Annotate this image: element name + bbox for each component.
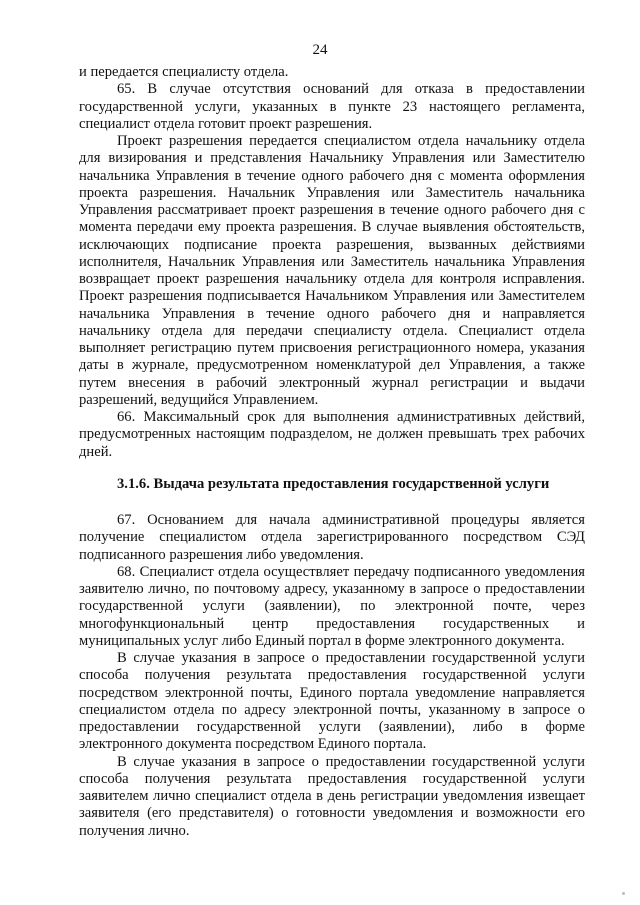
paragraph-68: 68. Специалист отдела осуществляет передачу подписанного уведомления заявителю лично, по почтовому адресу, указанному в запросе о предоставлении государственной услуги (заявлении), по электронной почте, через многофункциональный центр предоставления государственных и муниципальных услуг либо Единый портал в форме электронного документа. xyxy=(79,563,585,649)
paragraph-66: 66. Максимальный срок для выполнения административных действий, предусмотренных настоящим подразделом, не должен превышать трех рабочих дней. xyxy=(79,409,585,460)
scan-speck xyxy=(622,892,625,895)
paragraph-draft-permit: Проект разрешения передается специалистом отдела начальнику отдела для визирования и представления Начальнику Управления или Заместителю начальника Управления в течение одного рабочего дня с момента оформления проекта разрешения. Начальник Управления или Заместитель начальника Управления рассматривает проект разрешения в течение одного рабочего дня с момента передачи ему проекта разрешения. В случае выявления обстоятельств, исключающих подписание проекта разрешения, вызванных действиями исполнителя, Начальник Управления или Заместитель начальника Управления возвращает проект разрешения начальнику отдела для контроля исправления. Проект разрешения подписывается Начальником Управления или Заместителем начальника Управления в течение одного рабочего дня и направляется начальнику отдела для передачи специалисту отдела. Специалист отдела выполняет регистрацию путем присвоения регистрационного номера, указания даты в журнале, предусмотренном номенклатурой дел Управления, а также путем внесения в рабочий электронный журнал регистрации и выдачи разрешений, ведущийся Управлением. xyxy=(79,133,585,408)
page-number: 24 xyxy=(312,42,328,58)
document-body xyxy=(79,64,585,840)
paragraph-65: 65. В случае отсутствия оснований для отказа в предоставлении государственной услуги, указанных в пункте 23 настоящего регламента, специалист отдела готовит проект разрешения. xyxy=(79,81,585,132)
paragraph-67: 67. Основанием для начала административной процедуры является получение специалистом отдела зарегистрированного посредством СЭД подписанного разрешения либо уведомления. xyxy=(79,512,585,563)
section-heading: 3.1.6. Выдача результата предоставления государственной услуги xyxy=(117,475,550,492)
paragraph-continuation: и передается специалисту отдела. xyxy=(79,64,289,80)
paragraph-in-person: В случае указания в запросе о предоставлении государственной услуги способа получения результата предоставления государственной услуги заявителем лично специалист отдела в день регистрации уведомления извещает заявителя (его представителя) о готовности уведомления и возможности его получения лично. xyxy=(79,753,585,839)
paragraph-email-portal: В случае указания в запросе о предоставлении государственной услуги способа получения результата предоставления государственной услуги посредством электронной почты, Единого портала уведомление направляется специалистом отдела по адресу электронной почты, указанному в запросе о предоставлении государственной услуги (заявлении), либо в форме электронного документа посредством Единого портала. xyxy=(79,650,585,753)
